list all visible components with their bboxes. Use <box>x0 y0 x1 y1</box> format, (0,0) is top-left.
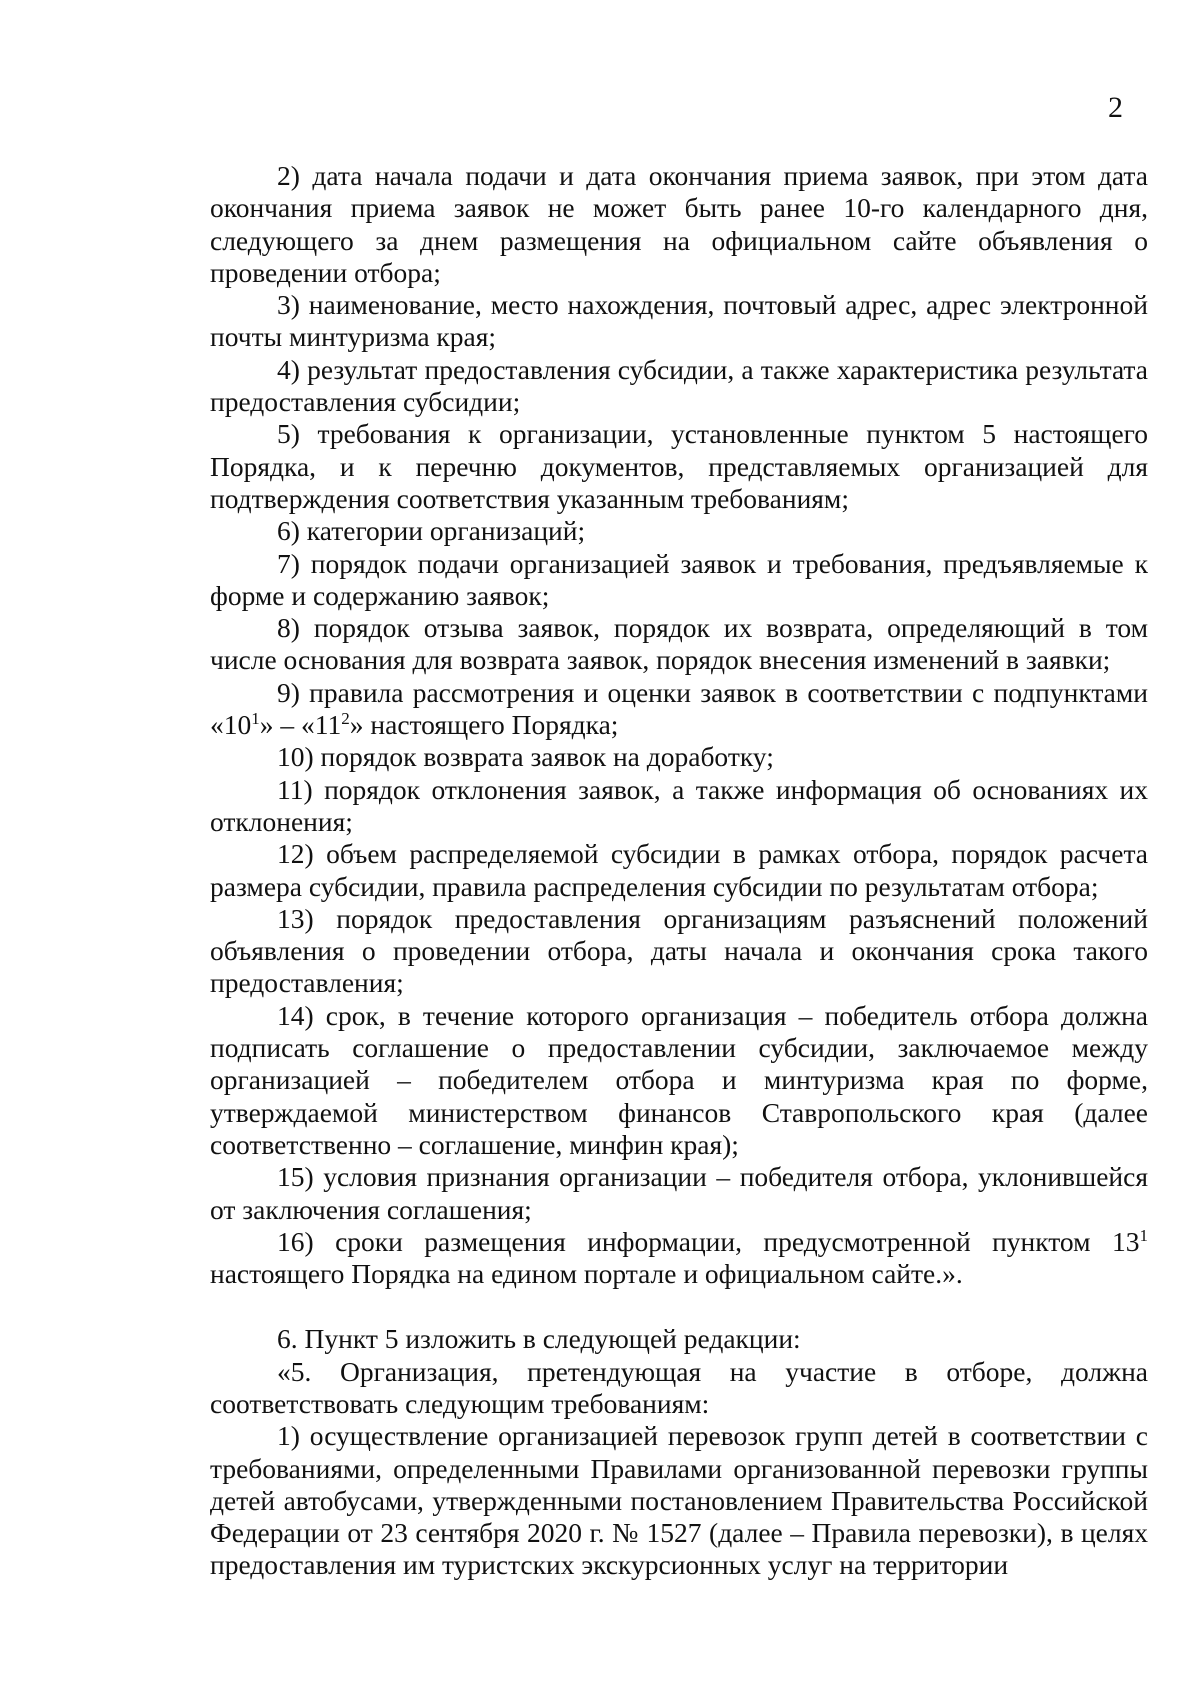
section-heading: 6. Пункт 5 изложить в следующей редакции: <box>277 1323 801 1355</box>
item-text: 16) сроки размещения информации, предусмотренной пунктом 13 <box>277 1225 1140 1257</box>
list-item <box>210 1226 1148 1291</box>
list-item: 2) дата начала подачи и дата окончания приема заявок, при этом дата окончания приема заявок не может быть ранее 10-го календарного дня, следующего за днем размещения на официальном сайте объявления о проведении отбора; <box>210 160 1148 288</box>
section-intro: «5. Организация, претендующая на участие в отборе, должна соответствовать следующим требованиям: <box>210 1355 1148 1419</box>
list-item: 14) срок, в течение которого организация – победитель отбора должна подписать соглашение о предоставлении субсидии, заключаемое между организацией – победителем отбора и минтуризма края по форме, утверждаемой министерством финансов Ставропольского края (далее соответственно – соглашение, минфин края); <box>210 999 1148 1160</box>
list-item: 5) требования к организации, установленные пунктом 5 настоящего Порядка, и к перечню документов, представляемых организацией для подтверждения соответствия указанным требованиям; <box>210 418 1148 514</box>
list-item: 11) порядок отклонения заявок, а также информация об основаниях их отклонения; <box>210 773 1148 837</box>
list-item: 6) категории организаций; <box>277 515 586 547</box>
superscript: 1 <box>1139 1225 1148 1245</box>
list-item: 7) порядок подачи организацией заявок и требования, предъявляемые к форме и содержанию заявок; <box>210 547 1148 611</box>
list-item: 10) порядок возврата заявок на доработку; <box>277 741 774 773</box>
list-item: 1) осуществление организацией перевозок групп детей в соответствии с требованиями, определенными Правилами организованной перевозки группы детей автобусами, утвержденными постановлением Правительства Российской Федерации от 23 сентября 2020 г. № 1527 (далее – Правила перевозки), в целях предоставления им туристских экскурсионных услуг на территории <box>210 1420 1148 1581</box>
item-text: 9) правила рассмотрения и оценки заявок в соответствии с подпунктами «10 <box>210 676 1148 741</box>
item-text: » – «11 <box>259 709 342 741</box>
list-item: 4) результат предоставления субсидии, а также характеристика результата предоставления субсидии; <box>210 353 1148 418</box>
document-body <box>210 160 1148 1582</box>
item-text: настоящего Порядка на едином портале и официальном сайте.». <box>210 1258 963 1290</box>
list-item: 15) условия признания организации – победителя отбора, уклонившейся от заключения соглашения; <box>210 1161 1148 1225</box>
list-item: 13) порядок предоставления организациям разъяснений положений объявления о проведении отбора, даты начала и окончания срока такого предоставления; <box>210 902 1148 999</box>
page-number: 2 <box>1108 91 1123 124</box>
list-item: 12) объем распределяемой субсидии в рамках отбора, порядок расчета размера субсидии, правила распределения субсидии по результатам отбора; <box>210 838 1148 902</box>
list-item <box>210 677 1148 742</box>
item-text: » настоящего Порядка; <box>349 709 619 741</box>
superscript: 2 <box>341 708 350 728</box>
list-item: 8) порядок отзыва заявок, порядок их возврата, определяющий в том числе основания для возврата заявок, порядок внесения изменений в заявки; <box>210 612 1148 676</box>
list-item: 3) наименование, место нахождения, почтовый адрес, адрес электронной почты минтуризма края; <box>210 289 1148 353</box>
superscript: 1 <box>251 708 260 728</box>
